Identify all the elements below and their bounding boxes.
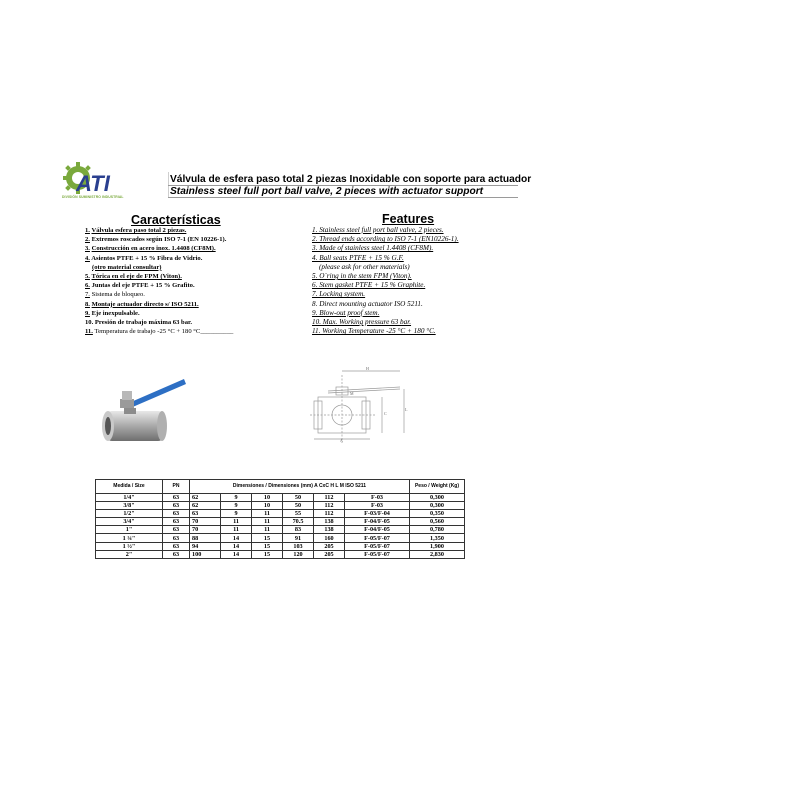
cell: F-04/F-05 bbox=[345, 518, 410, 526]
header-weight: Peso / Weight (Kg) bbox=[410, 480, 465, 494]
cell: 70 bbox=[190, 526, 221, 534]
cell: 11 bbox=[252, 518, 283, 526]
valve-photo bbox=[100, 375, 190, 450]
list-item: 10. Max. Working pressure 63 bar. bbox=[312, 318, 412, 327]
cell: 15 bbox=[252, 534, 283, 542]
cell: 62 bbox=[190, 502, 221, 510]
cell: 15 bbox=[252, 550, 283, 558]
list-item: 11. Temperatura de trabajo -25 °C + 180 °C__________ bbox=[85, 328, 234, 336]
list-item: 6. Juntas del eje PTFE + 15 % Grafito. bbox=[85, 282, 195, 290]
cell: 83 bbox=[283, 526, 314, 534]
list-item: 5. O´ring in the stem FPM (Viton). bbox=[312, 272, 412, 281]
cell: 63 bbox=[163, 518, 190, 526]
cell: 63 bbox=[163, 534, 190, 542]
list-item: 7. Locking system. bbox=[312, 290, 366, 299]
cell: 11 bbox=[221, 518, 252, 526]
list-item: 2. Extremos roscados según ISO 7-1 (EN 10226-1). bbox=[85, 236, 227, 244]
header-pn: PN bbox=[163, 480, 190, 494]
cell: 50 bbox=[283, 502, 314, 510]
caracteristicas-heading: Características bbox=[131, 213, 221, 227]
header-dimensions: Dimensiones / Dimensiones (mm) A CxC H L M ISO 5211 bbox=[190, 480, 410, 494]
features-heading: Features bbox=[382, 212, 435, 226]
logo-text bbox=[75, 171, 111, 196]
list-item: 10. Presión de trabajo máxima 63 bar. bbox=[85, 319, 192, 327]
list-item: 4. Ball seats PTFE + 15 % G.F. bbox=[312, 253, 404, 262]
cell: 0,350 bbox=[410, 510, 465, 518]
cell: 63 bbox=[163, 542, 190, 550]
drawing-label-c bbox=[384, 411, 387, 416]
list-item: 2. Thread ends according to ISO 7-1 (EN10226-1). bbox=[312, 235, 459, 244]
cell: 50 bbox=[283, 494, 314, 502]
logo-subtitle: DIVISIÓN SUMINISTRO INDUSTRIAL bbox=[62, 195, 124, 199]
cell: 10 bbox=[252, 502, 283, 510]
cell: 2" bbox=[96, 550, 163, 558]
drawing-label-h bbox=[366, 366, 369, 371]
cell: 2,830 bbox=[410, 550, 465, 558]
cell: 0,300 bbox=[410, 494, 465, 502]
drawing-label-a bbox=[340, 438, 343, 443]
cell: 1,900 bbox=[410, 542, 465, 550]
cell: 138 bbox=[314, 518, 345, 526]
list-item: 1. Stainless steel full port ball valve, 2 pieces. bbox=[312, 226, 444, 234]
table-row bbox=[96, 494, 465, 502]
cell: 14 bbox=[221, 542, 252, 550]
cell: 0,300 bbox=[410, 502, 465, 510]
title-english: Stainless steel full port ball valve, 2 pieces with actuator support bbox=[170, 186, 484, 197]
svg-text:A: A bbox=[340, 438, 343, 443]
table-row bbox=[96, 534, 465, 542]
cell: 91 bbox=[283, 534, 314, 542]
table-row bbox=[96, 542, 465, 550]
cell: F-05/F-07 bbox=[345, 542, 410, 550]
cell: 160 bbox=[314, 534, 345, 542]
cell: 1/2" bbox=[96, 510, 163, 518]
cell: 14 bbox=[221, 534, 252, 542]
cell: 1" bbox=[96, 526, 163, 534]
cell: 9 bbox=[221, 510, 252, 518]
list-item: 5. Tórica en el eje de FPM (Viton). bbox=[85, 273, 182, 281]
cell: 11 bbox=[221, 526, 252, 534]
cell: 0,780 bbox=[410, 526, 465, 534]
cell: 1 ½" bbox=[96, 542, 163, 550]
cell: F-05/F-07 bbox=[345, 550, 410, 558]
cell: F-03 bbox=[345, 494, 410, 502]
cell: 3/8" bbox=[96, 502, 163, 510]
svg-text:C: C bbox=[384, 411, 387, 416]
list-item: (please ask for other materials) bbox=[319, 262, 410, 271]
list-item: 9. Eje inexpulsable. bbox=[85, 309, 140, 317]
cell: 100 bbox=[190, 550, 221, 558]
drawing-label-m bbox=[350, 391, 354, 396]
features-list bbox=[312, 226, 487, 336]
cell: 15 bbox=[252, 542, 283, 550]
cell: 205 bbox=[314, 542, 345, 550]
cell: 205 bbox=[314, 550, 345, 558]
cell: 63 bbox=[163, 510, 190, 518]
cell: 63 bbox=[163, 550, 190, 558]
cell: 138 bbox=[314, 526, 345, 534]
cell: 63 bbox=[190, 510, 221, 518]
cell: 9 bbox=[221, 502, 252, 510]
cell: 9 bbox=[221, 494, 252, 502]
list-item: 1. Válvula esfera paso total 2 piezas. bbox=[85, 227, 187, 234]
svg-text:L: L bbox=[405, 407, 408, 412]
title-spanish: Válvula de esfera paso total 2 piezas Inoxidable con soporte para actuador bbox=[170, 174, 532, 185]
cell: 1 ¼" bbox=[96, 534, 163, 542]
cell: F-05/F-07 bbox=[345, 534, 410, 542]
header-size: Medida / Size bbox=[96, 480, 163, 494]
table-row bbox=[96, 550, 465, 558]
table-header-row bbox=[96, 480, 465, 494]
cell: 63 bbox=[163, 502, 190, 510]
cell: 1/4" bbox=[96, 494, 163, 502]
cell: 0,560 bbox=[410, 518, 465, 526]
cell: 11 bbox=[252, 526, 283, 534]
cell: 112 bbox=[314, 502, 345, 510]
cell: 63 bbox=[163, 526, 190, 534]
table-row bbox=[96, 502, 465, 510]
drawing-label-l bbox=[405, 407, 408, 412]
list-item: 6. Stem gasket PTFE + 15 % Graphite. bbox=[312, 281, 426, 290]
list-item: 8. Direct mounting actuator ISO 5211. bbox=[312, 299, 423, 308]
list-item: 3. Construcción en acero inox. 1.4408 (CF8M). bbox=[85, 245, 216, 253]
cell: 1,350 bbox=[410, 534, 465, 542]
list-item: (otro material consultar) bbox=[92, 263, 162, 271]
cell: 120 bbox=[283, 550, 314, 558]
cell: 11 bbox=[252, 510, 283, 518]
cell: 112 bbox=[314, 510, 345, 518]
svg-text:M: M bbox=[350, 391, 354, 396]
list-item: 9. Blow-out proof stem. bbox=[312, 308, 380, 317]
list-item: 3. Made of stainless steel 1.4408 (CF8M). bbox=[312, 244, 434, 253]
cell: 10 bbox=[252, 494, 283, 502]
list-item: 8. Montaje actuador directo s/ ISO 5211. bbox=[85, 300, 199, 308]
cell: F-04/F-05 bbox=[345, 526, 410, 534]
cell: 14 bbox=[221, 550, 252, 558]
cell: 112 bbox=[314, 494, 345, 502]
title-divider-bottom bbox=[168, 197, 518, 198]
cell: 55 bbox=[283, 510, 314, 518]
list-item: 11. Working Temperature -25 °C + 180 °C. bbox=[312, 327, 436, 336]
table-row bbox=[96, 518, 465, 526]
cell: 63 bbox=[163, 494, 190, 502]
cell: 3/4" bbox=[96, 518, 163, 526]
valve-technical-drawing bbox=[300, 365, 410, 443]
table-row bbox=[96, 510, 465, 518]
cell: 62 bbox=[190, 494, 221, 502]
list-item: 7. Sistema de bloqueo. bbox=[85, 291, 145, 299]
svg-text:H: H bbox=[366, 366, 369, 371]
cell: 94 bbox=[190, 542, 221, 550]
cell: 103 bbox=[283, 542, 314, 550]
cell: F-03/F-04 bbox=[345, 510, 410, 518]
caracteristicas-list bbox=[85, 226, 260, 336]
dimensions-table bbox=[95, 479, 465, 559]
cell: 70.5 bbox=[283, 518, 314, 526]
list-item: 4. Asientos PTFE + 15 % Fibra de Vidrio. bbox=[85, 254, 203, 262]
svg-text:ATI: ATI bbox=[76, 171, 110, 196]
cell: 70 bbox=[190, 518, 221, 526]
cell: F-03 bbox=[345, 502, 410, 510]
table-row bbox=[96, 526, 465, 534]
cell: 88 bbox=[190, 534, 221, 542]
